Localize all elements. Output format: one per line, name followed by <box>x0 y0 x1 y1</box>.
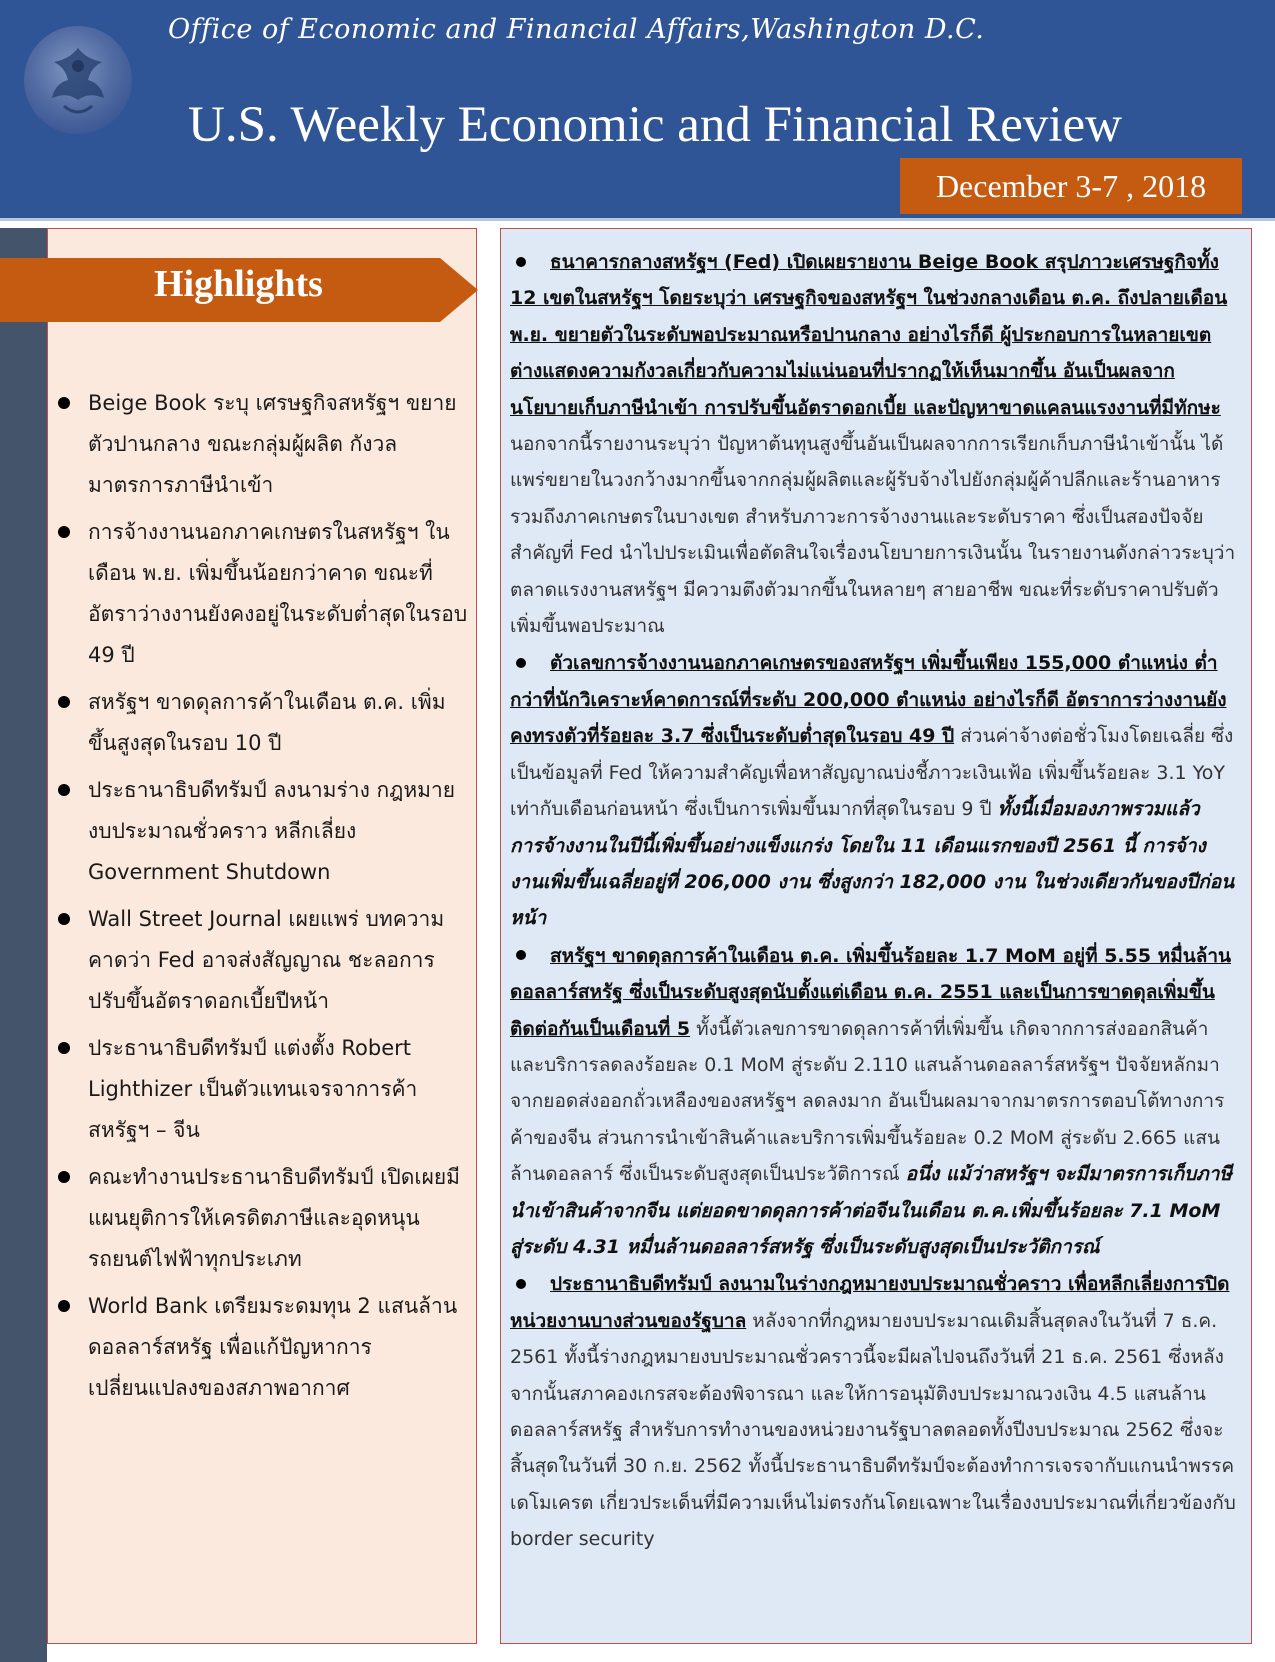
bullet-icon <box>516 1279 526 1289</box>
article-trade-deficit: สหรัฐฯ ขาดดุลการค้าในเดือน ต.ค. เพิ่มขึ้นร้อยละ 1.7 MoM อยู่ที่ 5.55 หมื่นล้านดอลลาร์สหรัฐ ซึ่งเป็นระดับสูงสุดนับตั้งแต่เดือน ต.ค. 2551 และเป็นการขาดดุลเพิ่มขึ้นติดต่อกันเป็นเดือนที่ 5 ทั้งนี้ตัวเลขการขาดดุลการค้าที่เพิ่มขึ้น เกิดจากการส่งออกสินค้าและบริการลดลงร้อยละ 0.1 MoM สู่ระดับ 2.110 แสนล้านดอลลาร์สหรัฐฯ ปัจจัยหลักมาจากยอดส่งออกถั่วเหลืองของสหรัฐฯ ลดลงมาก อันเป็นผลมาจากมาตรการตอบโต้ทางการค้าของจีน ส่วนการนำเข้าสินค้าและบริการเพิ่มขึ้นร้อยละ 0.2 MoM สู่ระดับ 2.665 แสนล้านดอลลาร์ ซึ่งเป็นระดับสูงสุดเป็นประวัติการณ์ อนึ่ง แม้ว่าสหรัฐฯ จะมีมาตรการเก็บภาษีนำเข้าสินค้าจากจีน แต่ยอดขาดดุลการค้าต่อจีนในเดือน ต.ค.เพิ่มขึ้นร้อยละ 7.1 MoM สู่ระดับ 4.31 หมื่นล้านดอลลาร์สหรัฐ ซึ่งเป็นระดับสูงสุดเป็นประวัติการณ์ <box>510 944 1232 1258</box>
bullet-icon <box>58 696 70 708</box>
bullet-icon <box>516 257 526 267</box>
highlights-list <box>58 383 468 1415</box>
article-beige-book: ธนาคารกลางสหรัฐฯ (Fed) เปิดเผยรายงาน Beige Book สรุปภาวะเศรษฐกิจทั้ง 12 เขตในสหรัฐฯ โดยระบุว่า เศรษฐกิจของสหรัฐฯ ในช่วงกลางเดือน ต.ค. ถึงปลายเดือน พ.ย. ขยายตัวในระดับพอประมาณหรือปานกลาง อย่างไรก็ดี ผู้ประกอบการในหลายเขตต่างแสดงความกังวลเกี่ยวกับความไม่แน่นอนที่ปรากฏให้เห็นมากขึ้น อันเป็นผลจากนโยบายเก็บภาษีนำเข้า การปรับขึ้นอัตราดอกเบี้ย และปัญหาขาดแคลนแรงงานที่มีทักษะ นอกจากนี้รายงานระบุว่า ปัญหาต้นทุนสูงขึ้นอันเป็นผลจากการเรียกเก็บภาษีนำเข้านั้น ได้แพร่ขยายในวงกว้างมากขึ้นจากกลุ่มผู้ผลิตและผู้รับจ้างไปยังกลุ่มผู้ค้าปลีกและร้านอาหาร รวมถึงภาคเกษตรในบางเขต สำหรับภาวะการจ้างงานและระดับราคา ซึ่งเป็นสองปัจจัยสำคัญที่ Fed นำไปประเมินเพื่อตัดสินใจเรื่องนโยบายการเงินนั้น ในรายงานดังกล่าวระบุว่า ตลาดแรงงานสหรัฐฯ มีความตึงตัวมากขึ้นในหลายๆ สายอาชีพ ขณะที่ระดับราคาปรับตัวเพิ่มขึ้นพอประมาณ <box>510 251 1236 638</box>
list-item: ประธานาธิบดีทรัมป์ แต่งตั้ง Robert Lighthizer เป็นตัวแทนเจรจาการค้า สหรัฐฯ – จีน <box>58 1028 468 1151</box>
article-budget: ประธานาธิบดีทรัมป์ ลงนามในร่างกฎหมายงบประมาณชั่วคราว เพื่อหลีกเลี่ยงการปิดหน่วยงานบางส่วนของรัฐบาล หลังจากที่กฎหมายงบประมาณเดิมสิ้นสุดลงในวันที่ 7 ธ.ค. 2561 ทั้งนี้ร่างกฎหมายงบประมาณชั่วคราวนี้จะมีผลไปจนถึงวันที่ 21 ธ.ค. 2561 ซึ่งหลังจากนั้นสภาคองเกรสจะต้องพิจารณา และให้การอนุมัติงบประมาณวงเงิน 4.5 แสนล้านดอลลาร์สหรัฐ สำหรับการทำงานของหน่วยงานรัฐบาลตลอดทั้งปีงบประมาณ 2562 ซึ่งจะสิ้นสุดในวันที่ 30 ก.ย. 2562 ทั้งนี้ประธานาธิบดีทรัมป์จะต้องทำการเจรจากับแกนนำพรรคเดโมเครต เกี่ยวประเด็นที่มีความเห็นไม่ตรงกันโดยเฉพาะในเรื่องงบประมาณที่เกี่ยวข้องกับ border security <box>510 1273 1236 1551</box>
list-item: สหรัฐฯ ขาดดุลการค้าในเดือน ต.ค. เพิ่มขึ้นสูงสุดในรอบ 10 ปี <box>58 682 468 764</box>
bullet-icon <box>516 658 526 668</box>
header-divider <box>0 218 1275 221</box>
list-item: World Bank เตรียมระดมทุน 2 แสนล้านดอลลาร์สหรัฐ เพื่อแก้ปัญหาการเปลี่ยนแปลงของสภาพอากาศ <box>58 1286 468 1409</box>
bullet-icon <box>58 1171 70 1183</box>
list-item: คณะทำงานประธานาธิบดีทรัมป์ เปิดเผยมีแผนยุติการให้เครดิตภาษีและอุดหนุนรถยนต์ไฟฟ้าทุกประเภท <box>58 1157 468 1280</box>
eagle-emblem-icon <box>24 26 132 134</box>
list-item: Wall Street Journal เผยแพร่ บทความ คาดว่า Fed อาจส่งสัญญาณ ชะลอการปรับขึ้นอัตราดอกเบี้ยปีหน้า <box>58 899 468 1022</box>
office-title: Office of Economic and Financial Affairs,Washington D.C. <box>168 14 985 45</box>
report-date: December 3-7 , 2018 <box>900 158 1242 214</box>
report-title: U.S. Weekly Economic and Financial Review <box>188 97 1122 153</box>
articles-content <box>510 244 1238 1559</box>
list-item: ประธานาธิบดีทรัมป์ ลงนามร่าง กฎหมายงบประมาณชั่วคราว หลีกเลี่ยง Government Shutdown <box>58 770 468 893</box>
bullet-icon <box>58 1042 70 1054</box>
bullet-icon <box>58 913 70 925</box>
list-item: การจ้างงานนอกภาคเกษตรในสหรัฐฯ ในเดือน พ.ย. เพิ่มขึ้นน้อยกว่าคาด ขณะที่อัตราว่างงานยังคงอยู่ในระดับต่ำสุดในรอบ 49 ปี <box>58 512 468 676</box>
highlights-heading: Highlights <box>154 263 323 305</box>
bullet-icon <box>516 950 526 960</box>
bullet-icon <box>58 397 70 409</box>
bullet-icon <box>58 1300 70 1312</box>
list-item: Beige Book ระบุ เศรษฐกิจสหรัฐฯ ขยายตัวปานกลาง ขณะกลุ่มผู้ผลิต กังวลมาตรการภาษีนำเข้า <box>58 383 468 506</box>
bullet-icon <box>58 526 70 538</box>
article-employment: ตัวเลขการจ้างงานนอกภาคเกษตรของสหรัฐฯ เพิ่มขึ้นเพียง 155,000 ตำแหน่ง ต่ำกว่าที่นักวิเคราะห์คาดการณ์ที่ระดับ 200,000 ตำแหน่ง อย่างไรก็ดี อัตราการว่างงานยังคงทรงตัวที่ร้อยละ 3.7 ซึ่งเป็นระดับต่ำสุดในรอบ 49 ปี ส่วนค่าจ้างต่อชั่วโมงโดยเฉลี่ย ซึ่งเป็นข้อมูลที่ Fed ให้ความสำคัญเพื่อหาสัญญาณบ่งชี้ภาวะเงินเฟ้อ เพิ่มขึ้นร้อยละ 3.1 YoY เท่ากับเดือนก่อนหน้า ซึ่งเป็นการเพิ่มขึ้นมากที่สุดในรอบ 9 ปี ทั้งนี้เมื่อมองภาพรวมแล้ว การจ้างงานในปีนี้เพิ่มขึ้นอย่างแข็งแกร่ง โดยใน 11 เดือนแรกของปี 2561 นี้ การจ้างงานเพิ่มขึ้นเฉลี่ยอยู่ที่ 206,000 งาน ซึ่งสูงกว่า 182,000 งาน ในช่วงเดียวกันของปีก่อนหน้า <box>510 652 1235 930</box>
bullet-icon <box>58 784 70 796</box>
left-accent-stripe <box>0 228 47 1662</box>
